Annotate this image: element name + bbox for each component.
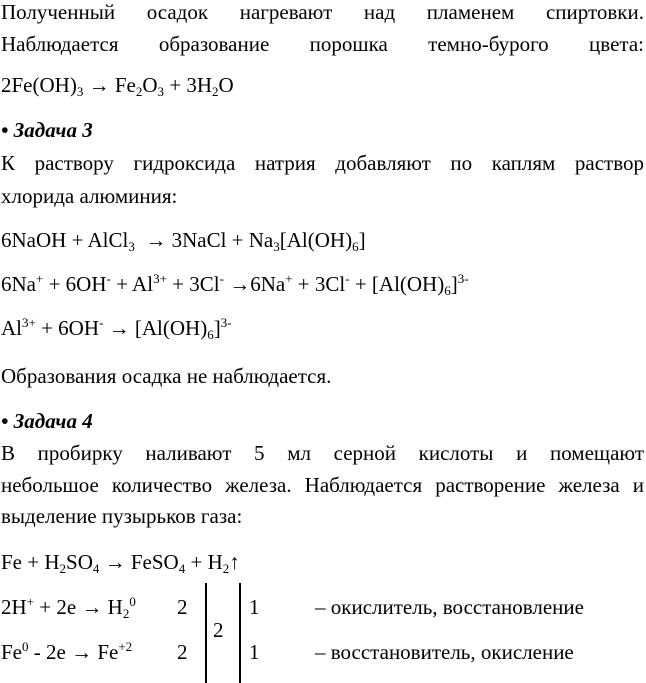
role-description-1: – окислитель, восстановление	[315, 595, 584, 619]
least-common-multiple: 2	[213, 618, 224, 642]
subscript: 4	[92, 561, 100, 576]
subscript: 3	[76, 84, 84, 99]
subscript: 2	[122, 606, 130, 621]
electrons-2: 2	[177, 640, 188, 664]
formula-text: 2Fe(OH)	[1, 73, 77, 97]
formula-text: + H	[185, 550, 223, 574]
coefficient-1: 1	[249, 595, 260, 619]
formula-text: + 6OH	[35, 316, 100, 340]
supscript: +	[36, 271, 44, 286]
formula-text: →6Na	[223, 272, 286, 296]
task-4-text-line: небольшое количество железа. Наблюдается растворение железа и	[1, 473, 644, 497]
formula-text: + 3Cl	[166, 272, 220, 296]
reduction-half-reaction	[1, 595, 136, 619]
supscript: -	[106, 271, 111, 286]
subscript: 2	[212, 84, 219, 99]
subscript: 6	[207, 327, 214, 342]
subscript: 6	[444, 283, 451, 298]
supscript: -	[99, 315, 104, 330]
formula-text: + 2e → H	[34, 595, 123, 619]
formula-text: 2H	[1, 595, 27, 619]
subscript: 3	[128, 239, 135, 254]
role-description-2: – восстановитель, окисление	[315, 640, 574, 664]
short-ionic-equation	[1, 316, 644, 340]
oxidation-half-reaction	[1, 640, 132, 664]
supscript: +2	[118, 639, 133, 654]
formula-text: → 3NaCl + Na	[134, 228, 274, 252]
formula-text: + Al	[110, 272, 154, 296]
formula-text: 6NaOH + AlCl	[1, 228, 129, 252]
subscript: 2	[222, 561, 230, 576]
formula-text: ↑	[229, 550, 240, 574]
subscript: 3	[157, 84, 164, 99]
molecular-equation	[1, 228, 644, 252]
formula-text: + 6OH	[43, 272, 107, 296]
formula-text: [Al(OH)	[279, 228, 353, 252]
formula-text: → Fe	[83, 73, 136, 97]
subscript: 4	[178, 561, 186, 576]
supscript: 3-	[457, 271, 469, 286]
equation	[1, 73, 644, 97]
coefficient-2: 1	[249, 640, 260, 664]
supscript: +	[285, 271, 293, 286]
supscript: -	[345, 271, 350, 286]
subscript: 2	[59, 561, 67, 576]
subscript: 2	[135, 84, 143, 99]
formula-text: + [Al(OH)	[349, 272, 445, 296]
formula-text: + 3H	[164, 73, 213, 97]
supscript: 3+	[153, 271, 167, 286]
supscript: 0	[129, 594, 136, 609]
divider	[239, 583, 241, 683]
intro-text-line: Наблюдается образование порошка темно-бурого цвета:	[1, 32, 644, 56]
formula-text: ]	[358, 228, 366, 252]
task-4-heading: • Задача 4	[1, 409, 93, 433]
intro-text-line: Полученный осадок нагревают над пламенем спиртовки.	[1, 0, 644, 24]
formula-text: SO	[66, 550, 93, 574]
supscript: -	[219, 271, 224, 286]
full-ionic-equation	[1, 272, 644, 296]
reaction-equation	[1, 550, 644, 574]
supscript: 3-	[220, 315, 232, 330]
formula-text: 6Na	[1, 272, 36, 296]
supscript: 3+	[22, 315, 36, 330]
task-3-conclusion: Образования осадка не наблюдается.	[1, 364, 332, 388]
formula-text: → [Al(OH)	[103, 316, 208, 340]
subscript: 6	[352, 239, 359, 254]
formula-text: - 2e → Fe	[28, 640, 119, 664]
task-3-text-line: К раствору гидроксида натрия добавляют по каплям раствор	[1, 151, 644, 175]
task-4-text-line: В пробирку наливают 5 мл серной кислоты и помещают	[1, 441, 644, 465]
formula-text: Fe	[1, 640, 22, 664]
formula-text: O	[218, 73, 234, 97]
subscript: 3	[273, 239, 280, 254]
supscript: +	[26, 594, 35, 609]
formula-text: Al	[1, 316, 22, 340]
formula-text: → FeSO	[99, 550, 179, 574]
formula-text: ]	[213, 316, 221, 340]
formula-text: O	[142, 73, 158, 97]
task-3-heading: • Задача 3	[1, 118, 93, 142]
task-3-text-line: хлорида алюминия:	[1, 184, 178, 208]
electrons-1: 2	[177, 595, 188, 619]
task-4-text-line: выделение пузырьков газа:	[1, 504, 243, 528]
supscript: 0	[22, 639, 29, 654]
divider	[205, 583, 207, 683]
formula-text: Fe + H	[1, 550, 60, 574]
formula-text: ]	[450, 272, 458, 296]
formula-text: + 3Cl	[292, 272, 346, 296]
